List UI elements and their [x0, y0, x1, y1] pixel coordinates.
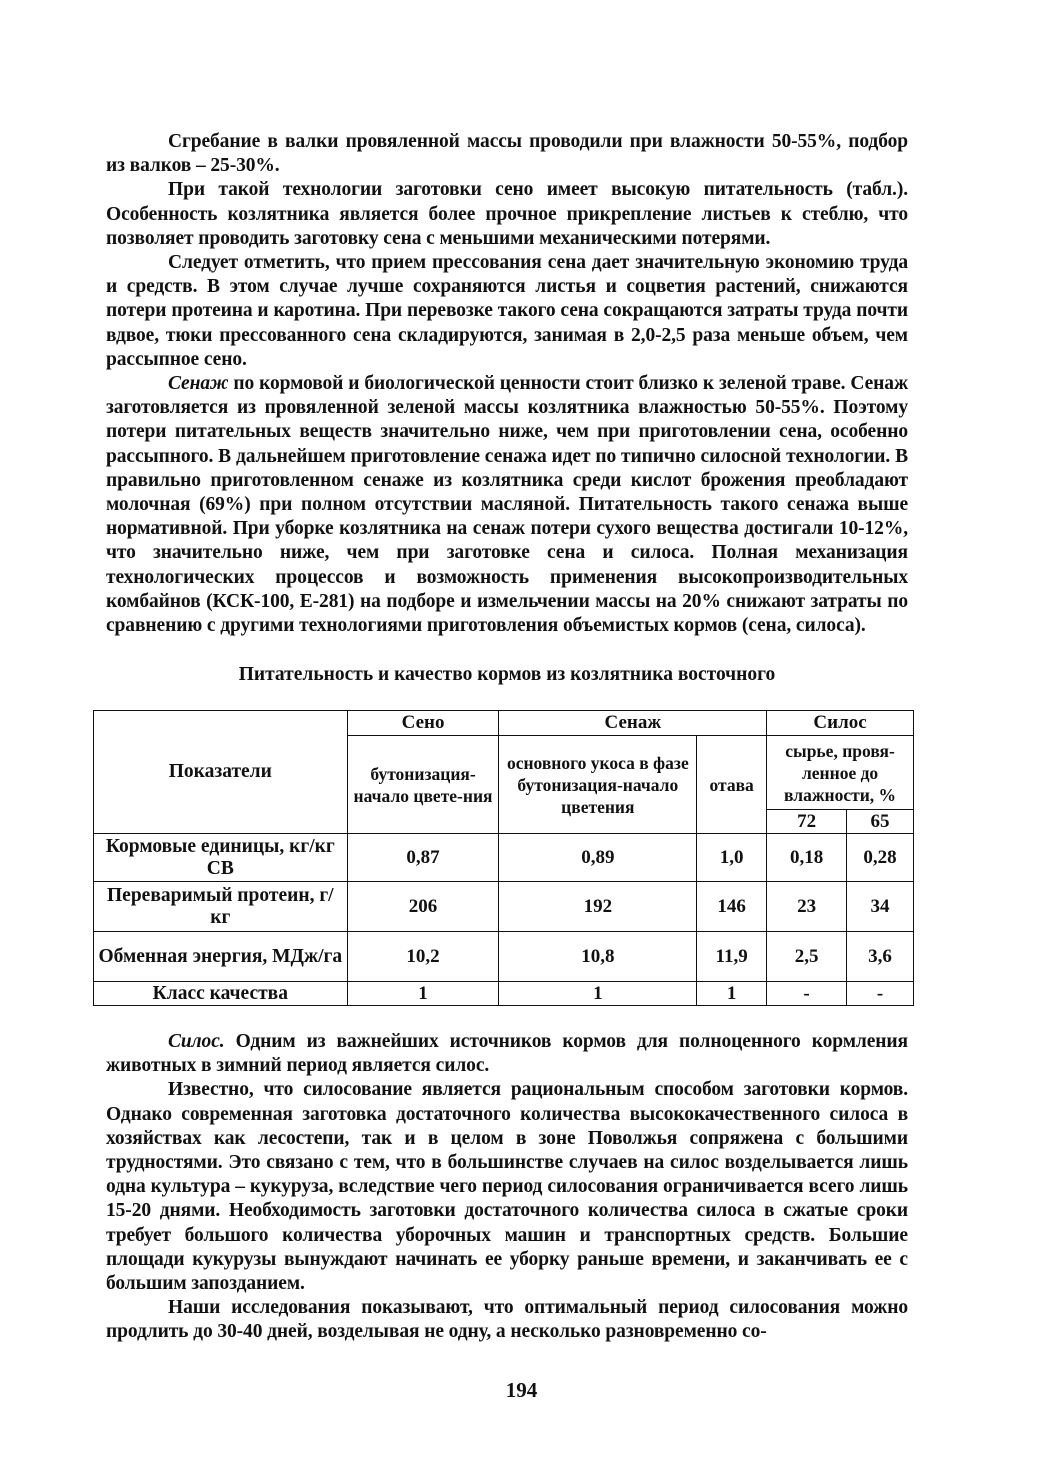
table-cell: 0,18 — [767, 834, 847, 882]
paragraph-pressing — [106, 251, 908, 372]
table-cell: 146 — [697, 882, 767, 932]
table-row — [94, 982, 914, 1006]
row-label: Класс качества — [94, 982, 348, 1006]
upper-text-block — [106, 130, 908, 686]
header-hay-phase: бутонизация-начало цвете-ния — [347, 736, 499, 834]
table-cell: 1 — [347, 982, 499, 1006]
row-label: Кормовые единицы, кг/кг СВ — [94, 834, 348, 882]
paragraph-text: Одним из важнейших источников кормов для полноценного кормления животных в зимний период является силос. — [106, 1031, 908, 1077]
table-cell: 192 — [499, 882, 697, 932]
header-hay: Сено — [347, 711, 499, 736]
paragraph-lead-term: Сенаж — [168, 373, 229, 395]
table-cell: 0,28 — [847, 834, 914, 882]
page-number: 194 — [505, 1378, 538, 1402]
paragraph-technology — [106, 178, 908, 251]
table-cell: 2,5 — [767, 932, 847, 982]
table-cell: 206 — [347, 882, 499, 932]
table-caption: Питательность и качество кормов из козлятника восточного — [238, 664, 776, 686]
table-cell: - — [847, 982, 914, 1006]
paragraph-windrowing — [106, 130, 908, 178]
paragraph-text: Следует отметить, что прием прессования сена дает значительную экономию труда и средств. В этом случае лучше сохраняются листья и соцветия растений, снижаются потери протеина и каротина. При перевозке такого сена сокращаются затраты труда почти вдвое, тюки прессованного сена складируются, занимая в 2,0-2,5 раза меньше объем, чем рассыпное сено. — [106, 252, 908, 370]
header-silage-moisture: сырье, провя-ленное до влажности, % — [767, 736, 914, 810]
header-silage-72: 72 — [767, 810, 847, 834]
table-cell: 10,2 — [347, 932, 499, 982]
table-header-row — [94, 711, 914, 736]
lower-text-block — [106, 1030, 908, 1345]
table-cell: 0,87 — [347, 834, 499, 882]
header-haylage: Сенаж — [499, 711, 767, 736]
table-cell: 3,6 — [847, 932, 914, 982]
nutrition-table — [93, 710, 914, 1006]
paragraph-text: по кормовой и биологической ценности стоит близко к зеленой траве. Сенаж заготовляется из провяленной зеленой массы козлятника влажностью 50-55%. Поэтому потери питательных веществ значительно ниже, чем при приготовлении сена, особенно рассыпного. В дальнейшем приготовление сенажа идет по типично силосной технологии. В правильно приготовленном сенаже из козлятника среди кислот брожения преобладают молочная (69%) при полном отсутствии масляной. Питательность такого сенажа выше нормативной. При уборке козлятника на сенаж потери сухого вещества достигали 10-12%, что значительно ниже, чем при заготовке сена и силоса. Полная механизация технологических процессов и возможность применения высокопроизводительных комбайнов (КСК-100, Е-281) на подборе и измельчении массы на 20% снижают затраты по сравнению с другими технологиями приготовления объемистых кормов (сена, силоса). — [106, 373, 908, 637]
table-cell: 34 — [847, 882, 914, 932]
header-silage-65: 65 — [847, 810, 914, 834]
table-row — [94, 882, 914, 932]
table-cell: 10,8 — [499, 932, 697, 982]
table-cell: 1 — [499, 982, 697, 1006]
paragraph-lead-term: Силос. — [168, 1031, 225, 1052]
paragraph-haylage — [106, 372, 908, 638]
table-row — [94, 932, 914, 982]
table-cell: 1 — [697, 982, 767, 1006]
header-haylage-aftermath: отава — [697, 736, 767, 834]
paragraph-text: При такой технологии заготовки сено имеет высокую питательность (табл.). Особенность козлятника является более прочное прикрепление листьев к стеблю, что позволяет проводить заготовку сена с меньшими механическими потерями. — [106, 179, 908, 249]
row-label: Обменная энергия, МДж/га — [94, 932, 348, 982]
paragraph-silage-intro — [106, 1030, 908, 1078]
table-cell: - — [767, 982, 847, 1006]
table-row — [94, 834, 914, 882]
paragraph-text: Сгребание в валки провяленной массы проводили при влажности 50-55%, подбор из валков – 25-30%. — [106, 131, 908, 177]
paragraph-research — [106, 1296, 908, 1344]
table-cell: 23 — [767, 882, 847, 932]
table-cell: 1,0 — [697, 834, 767, 882]
header-haylage-main: основного укоса в фазе бутонизация-начало цветения — [499, 736, 697, 834]
paragraph-text: Наши исследования показывают, что оптимальный период силосования можно продлить до 30-40 дней, возделывая не одну, а несколько разновременно со- — [106, 1297, 908, 1343]
paragraph-text: Известно, что силосование является рациональным способом заготовки кормов. Однако современная заготовка достаточного количества высококачественного силоса в хозяйствах как лесостепи, так и в целом в зоне Поволжья сопряжена с большими трудностями. Это связано с тем, что в большинстве случаев на силос возделывается лишь одна культура – кукуруза, вследствие чего период силосования ограничивается всего лишь 15-20 днями. Необходимость заготовки достаточного количества силоса в сжатые сроки требует большого количества уборочных машин и транспортных средств. Большие площади кукурузы вынуждают начинать ее уборку раньше времени, и заканчивать ее с большим запозданием. — [106, 1079, 908, 1295]
header-indicators: Показатели — [94, 711, 348, 834]
table-cell: 11,9 — [697, 932, 767, 982]
paragraph-silage-problems — [106, 1078, 908, 1296]
row-label: Переваримый протеин, г/кг — [94, 882, 348, 932]
header-silage: Силос — [767, 711, 914, 736]
table-cell: 0,89 — [499, 834, 697, 882]
